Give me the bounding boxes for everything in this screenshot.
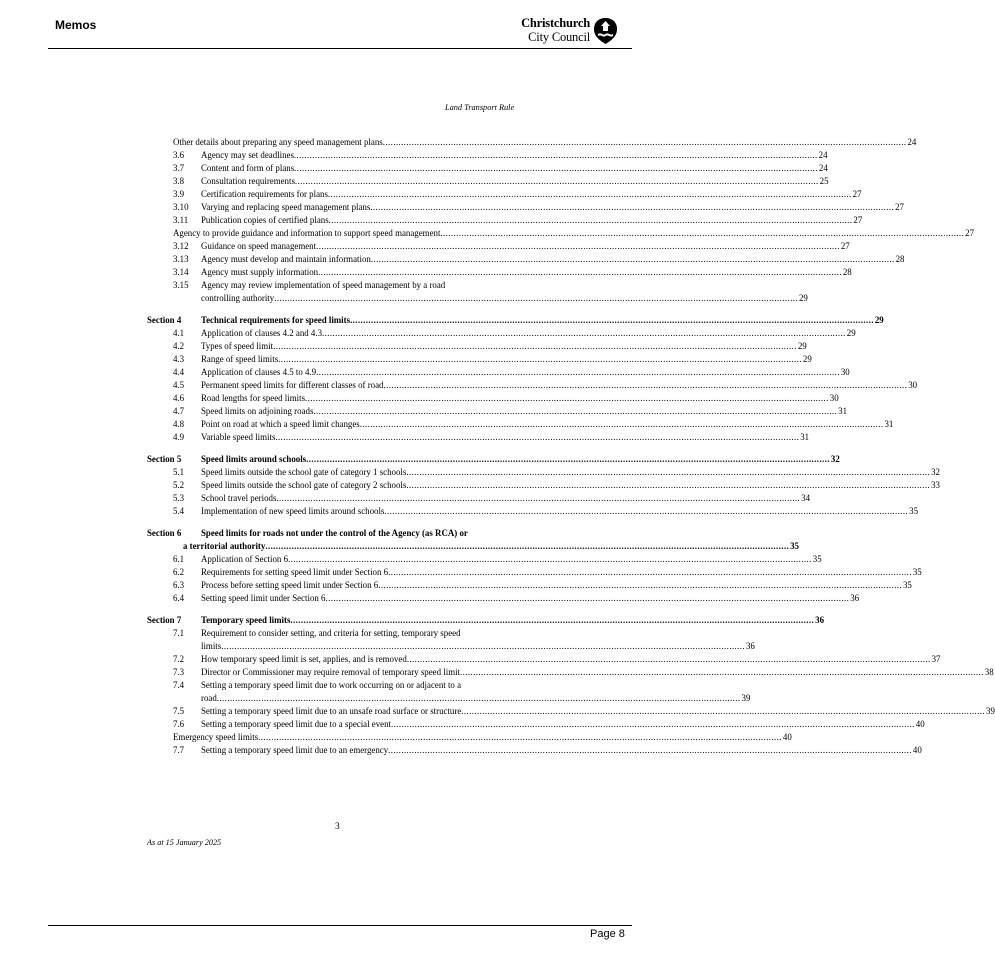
toc-number: 4.7: [173, 406, 185, 416]
toc-page-number: 35: [790, 541, 799, 551]
toc-page-number: 29: [846, 328, 856, 338]
toc-page-number: 24: [818, 163, 828, 173]
toc-entry: [201, 379, 918, 392]
toc-title: Application of Section 6: [201, 554, 289, 564]
toc-row[interactable]: [147, 340, 807, 353]
toc-leader-dots: ........................................................................................................................................................................................................: [440, 228, 965, 238]
toc-number: 7.5: [173, 706, 185, 716]
toc-row[interactable]: [147, 627, 531, 640]
toc-leader-dots: ........................................................................................................................................................................................................: [461, 706, 985, 716]
toc-entry: [201, 405, 848, 418]
toc-entry: [201, 492, 811, 505]
toc-page-number: 35: [812, 554, 822, 564]
toc-number: 7.3: [173, 667, 185, 677]
toc-entry: [201, 149, 828, 162]
toc-page-number: 40: [915, 719, 925, 729]
footer-rule: [48, 925, 632, 926]
toc-entry: [201, 453, 840, 466]
toc-page-number: 29: [874, 315, 884, 325]
toc-title: Range of speed limits: [201, 354, 279, 364]
toc-leader-dots: ........................................................................................................................................................................................................: [294, 163, 818, 173]
toc-page-number: 25: [819, 176, 829, 186]
toc-leader-dots: ........................................................................................................................................................................................................: [391, 719, 915, 729]
toc-page-number: 28: [895, 254, 905, 264]
toc-row[interactable]: [147, 640, 755, 653]
toc-row[interactable]: [147, 692, 751, 705]
toc-leader-dots: ........................................................................................................................................................................................................: [258, 732, 782, 742]
toc-number: 5.3: [173, 493, 185, 503]
toc-title: Variable speed limits: [201, 432, 276, 442]
toc-page-number: 27: [840, 241, 850, 251]
toc-title: Requirement to consider setting, and criteria for setting, temporary speed: [201, 628, 461, 638]
toc-row[interactable]: [147, 679, 531, 692]
toc-leader-dots: ........................................................................................................................................................................................................: [265, 541, 790, 551]
toc-entry: [201, 692, 751, 705]
toc-leader-dots: ........................................................................................................................................................................................................: [290, 615, 815, 625]
toc-title: controlling authority: [201, 293, 275, 303]
toc-entry: [201, 579, 912, 592]
toc-title: Agency may review implementation of speed management by a road: [201, 280, 446, 290]
toc-number: 7.1: [173, 628, 185, 638]
toc-leader-dots: ........................................................................................................................................................................................................: [276, 493, 801, 503]
toc-row[interactable]: [147, 201, 904, 214]
toc-entry: [201, 188, 862, 201]
toc-entry: [201, 744, 922, 757]
toc-leader-dots: ........................................................................................................................................................................................................: [378, 580, 902, 590]
toc-number: 7.4: [173, 680, 185, 690]
toc-title: Temporary speed limits: [201, 615, 291, 625]
toc-number: 3.14: [173, 267, 189, 277]
toc-row[interactable]: [147, 479, 940, 492]
toc-page-number: 24: [818, 150, 828, 160]
toc-row[interactable]: [147, 379, 918, 392]
toc-entry: [201, 418, 894, 431]
toc-entry: [201, 718, 925, 731]
toc-entry: [201, 666, 994, 679]
toc-number: 4.2: [173, 341, 185, 351]
toc-row[interactable]: [147, 744, 922, 757]
toc-leader-dots: ........................................................................................................................................................................................................: [406, 467, 931, 477]
toc-number: Section 6: [147, 528, 182, 538]
toc-number: 6.3: [173, 580, 185, 590]
toc-title: Application of clauses 4.5 to 4.9: [201, 367, 317, 377]
toc-number: 3.7: [173, 163, 185, 173]
toc-leader-dots: ........................................................................................................................................................................................................: [327, 189, 852, 199]
toc-title: Guidance on speed management: [201, 241, 317, 251]
toc-title: Application of clauses 4.2 and 4.3: [201, 328, 323, 338]
toc-entry: [173, 227, 975, 240]
toc-page-number: 35: [902, 580, 912, 590]
toc-title: Setting a temporary speed limit due to work occurring on or adjacent to a: [201, 680, 462, 690]
toc-entry: [201, 653, 941, 666]
toc-row[interactable]: [147, 162, 828, 175]
toc-number: 4.3: [173, 354, 185, 364]
toc-title: Setting a temporary speed limit due to an unsafe road surface or structure: [201, 706, 462, 716]
toc-row[interactable]: [147, 466, 940, 479]
toc-section-row[interactable]: [147, 453, 840, 466]
toc-title: Publication copies of certified plans: [201, 215, 329, 225]
toc-number: 4.6: [173, 393, 185, 403]
toc-title: Implementation of new speed limits around schools: [201, 506, 385, 516]
toc-row[interactable]: [147, 327, 856, 340]
document-page-number: 3: [335, 822, 340, 832]
toc-page-number: 34: [801, 493, 811, 503]
toc-entry: [201, 292, 808, 305]
toc-leader-dots: ........................................................................................................................................................................................................: [318, 267, 842, 277]
toc-leader-dots: ........................................................................................................................................................................................................: [273, 341, 797, 351]
running-head: Land Transport Rule: [445, 103, 515, 112]
toc-row[interactable]: [147, 188, 862, 201]
toc-page-number: 36: [815, 615, 825, 625]
toc-entry: [201, 279, 531, 292]
toc-title: a territorial authority: [183, 541, 266, 551]
toc-title: Agency must supply information: [201, 267, 319, 277]
toc-leader-dots: ........................................................................................................................................................................................................: [370, 202, 895, 212]
toc-section-row[interactable]: [147, 540, 799, 553]
toc-page-number: 38: [984, 667, 994, 677]
toc-entry: [173, 731, 792, 744]
toc-title: Process before setting speed limit under Section 6: [201, 580, 379, 590]
toc-row[interactable]: [147, 214, 863, 227]
toc-page-number: 31: [838, 406, 848, 416]
table-of-contents: [147, 136, 995, 757]
toc-row[interactable]: [147, 240, 850, 253]
toc-page-number: 24: [907, 137, 917, 147]
toc-leader-dots: ........................................................................................................................................................................................................: [383, 380, 908, 390]
toc-title: Technical requirements for speed limits: [201, 315, 351, 325]
header-rule: [48, 48, 632, 49]
toc-title: Setting a temporary speed limit due to a special event: [201, 719, 392, 729]
council-emblem-icon: [593, 17, 618, 45]
toc-number: 7.7: [173, 745, 185, 755]
toc-section-row[interactable]: [147, 314, 884, 327]
toc-row[interactable]: [147, 136, 917, 149]
toc-row[interactable]: [147, 566, 922, 579]
toc-title: Emergency speed limits: [173, 732, 259, 742]
toc-row[interactable]: [147, 705, 995, 718]
toc-number: 4.1: [173, 328, 185, 338]
toc-row[interactable]: [147, 492, 811, 505]
toc-entry: [201, 340, 807, 353]
toc-number: 3.6: [173, 150, 185, 160]
toc-title: Speed limits around schools: [201, 454, 307, 464]
toc-gap: [147, 605, 531, 614]
toc-page-number: 32: [931, 467, 940, 477]
toc-page-number: 29: [802, 354, 812, 364]
toc-row[interactable]: [147, 731, 792, 744]
toc-page-number: 29: [798, 293, 808, 303]
toc-number: 6.2: [173, 567, 185, 577]
toc-leader-dots: ........................................................................................................................................................................................................: [288, 554, 812, 564]
toc-page-number: 27: [895, 202, 904, 212]
toc-page-number: 37: [931, 654, 941, 664]
toc-page-number: 40: [782, 732, 792, 742]
toc-row[interactable]: [147, 227, 975, 240]
toc-leader-dots: ........................................................................................................................................................................................................: [316, 367, 840, 377]
toc-entry: [201, 479, 940, 492]
toc-entry: [201, 679, 531, 692]
toc-title: Requirements for setting speed limit under Section 6: [201, 567, 389, 577]
toc-leader-dots: ........................................................................................................................................................................................................: [278, 354, 802, 364]
toc-entry: [201, 705, 995, 718]
toc-row[interactable]: [147, 392, 839, 405]
toc-page-number: 31: [800, 432, 810, 442]
toc-leader-dots: ........................................................................................................................................................................................................: [316, 241, 840, 251]
toc-title: Speed limits outside the school gate of category 1 schools: [201, 467, 407, 477]
toc-page-number: 27: [853, 215, 863, 225]
toc-entry: [201, 553, 822, 566]
toc-section-row[interactable]: [147, 527, 531, 540]
toc-page-number: 29: [797, 341, 807, 351]
toc-entry: [201, 466, 940, 479]
toc-title: Consultation requirements: [201, 176, 295, 186]
toc-leader-dots: ........................................................................................................................................................................................................: [306, 454, 830, 464]
toc-page-number: 39: [986, 706, 995, 716]
toc-number: 3.9: [173, 189, 185, 199]
toc-entry: [201, 214, 863, 227]
toc-row[interactable]: [147, 505, 919, 518]
toc-page-number: 27: [965, 228, 975, 238]
toc-leader-dots: ........................................................................................................................................................................................................: [382, 137, 907, 147]
toc-entry: [201, 366, 850, 379]
toc-row[interactable]: [147, 292, 808, 305]
toc-entry: [201, 431, 810, 444]
toc-row[interactable]: [147, 592, 860, 605]
toc-title: Speed limits outside the school gate of category 2 schools: [201, 480, 407, 490]
toc-number: Section 4: [147, 315, 182, 325]
toc-page-number: 40: [912, 745, 922, 755]
toc-page-number: 30: [829, 393, 839, 403]
toc-number: 6.4: [173, 593, 185, 603]
toc-row[interactable]: [147, 149, 828, 162]
toc-leader-dots: ........................................................................................................................................................................................................: [460, 667, 984, 677]
toc-title: Point on road at which a speed limit changes: [201, 419, 360, 429]
council-logo: [516, 16, 618, 46]
toc-entry: [201, 201, 904, 214]
toc-title: Types of speed limit: [201, 341, 274, 351]
toc-gap: [147, 305, 531, 314]
toc-row[interactable]: [147, 353, 812, 366]
toc-entry: [201, 614, 825, 627]
toc-number: 3.11: [173, 215, 189, 225]
toc-number: Section 7: [147, 615, 182, 625]
toc-entry: [201, 314, 884, 327]
toc-page-number: 31: [884, 419, 894, 429]
toc-page-number: 39: [741, 693, 751, 703]
toc-title: Setting a temporary speed limit due to an emergency: [201, 745, 389, 755]
toc-title: Director or Commissioner may require removal of temporary speed limit: [201, 667, 461, 677]
toc-page-number: 28: [842, 267, 852, 277]
toc-title: Content and form of plans: [201, 163, 295, 173]
toc-title: School travel periods: [201, 493, 277, 503]
toc-number: 6.1: [173, 554, 185, 564]
toc-number: 5.4: [173, 506, 185, 516]
toc-number: 4.5: [173, 380, 185, 390]
toc-leader-dots: ........................................................................................................................................................................................................: [359, 419, 884, 429]
toc-leader-dots: ........................................................................................................................................................................................................: [406, 654, 931, 664]
toc-leader-dots: ........................................................................................................................................................................................................: [275, 432, 800, 442]
toc-title: road: [201, 693, 217, 703]
toc-leader-dots: ........................................................................................................................................................................................................: [221, 641, 745, 651]
toc-row[interactable]: [147, 666, 994, 679]
toc-leader-dots: ........................................................................................................................................................................................................: [388, 567, 912, 577]
toc-row[interactable]: [147, 553, 822, 566]
toc-number: 7.2: [173, 654, 185, 664]
toc-leader-dots: ........................................................................................................................................................................................................: [216, 693, 741, 703]
toc-row[interactable]: [147, 418, 894, 431]
toc-entry: [173, 136, 917, 149]
toc-title: Setting speed limit under Section 6: [201, 593, 326, 603]
toc-entry: [201, 175, 829, 188]
toc-leader-dots: ........................................................................................................................................................................................................: [322, 328, 846, 338]
toc-leader-dots: ........................................................................................................................................................................................................: [294, 176, 819, 186]
toc-number: 5.1: [173, 467, 185, 477]
toc-number: Section 5: [147, 454, 182, 464]
toc-leader-dots: ........................................................................................................................................................................................................: [406, 480, 931, 490]
toc-row[interactable]: [147, 653, 941, 666]
toc-entry: [201, 266, 852, 279]
toc-title: Road lengths for speed limits: [201, 393, 306, 403]
as-at-date: As at 15 January 2025: [147, 838, 222, 847]
toc-row[interactable]: [147, 279, 531, 292]
toc-entry: [201, 505, 919, 518]
toc-number: 4.4: [173, 367, 185, 377]
header-title: Memos: [55, 18, 97, 32]
toc-row[interactable]: [147, 405, 848, 418]
toc-title: Speed limits for roads not under the control of the Agency (as RCA) or: [201, 528, 468, 538]
toc-leader-dots: ........................................................................................................................................................................................................: [350, 315, 874, 325]
toc-leader-dots: ........................................................................................................................................................................................................: [325, 593, 850, 603]
toc-leader-dots: ........................................................................................................................................................................................................: [328, 215, 853, 225]
toc-title: Permanent speed limits for different classes of road: [201, 380, 384, 390]
toc-leader-dots: ........................................................................................................................................................................................................: [305, 393, 829, 403]
toc-row[interactable]: [147, 366, 850, 379]
logo-line-1: Christchurch: [521, 16, 590, 30]
toc-page-number: 35: [909, 506, 919, 516]
toc-entry: [201, 327, 856, 340]
toc-title: How temporary speed limit is set, applies, and is removed: [201, 654, 407, 664]
toc-title: Other details about preparing any speed management plans: [173, 137, 383, 147]
toc-row[interactable]: [147, 718, 925, 731]
toc-leader-dots: ........................................................................................................................................................................................................: [313, 406, 838, 416]
toc-entry: [183, 540, 799, 553]
toc-row[interactable]: [147, 175, 829, 188]
toc-number: 3.12: [173, 241, 189, 251]
toc-entry: [201, 592, 860, 605]
toc-title: Agency must develop and maintain information: [201, 254, 371, 264]
toc-gap: [147, 444, 531, 453]
toc-number: 3.15: [173, 280, 189, 290]
toc-page-number: 32: [830, 454, 840, 464]
toc-title: limits: [201, 641, 222, 651]
toc-entry: [201, 640, 755, 653]
toc-entry: [201, 627, 531, 640]
toc-leader-dots: ........................................................................................................................................................................................................: [384, 506, 909, 516]
toc-page-number: 30: [840, 367, 850, 377]
toc-entry: [201, 162, 828, 175]
toc-number: 4.8: [173, 419, 185, 429]
toc-row[interactable]: [147, 253, 905, 266]
toc-row[interactable]: [147, 431, 810, 444]
toc-number: 4.9: [173, 432, 185, 442]
toc-entry: [201, 253, 905, 266]
logo-line-2: City Council: [528, 30, 590, 44]
toc-row[interactable]: [147, 579, 912, 592]
toc-page-number: 33: [931, 480, 940, 490]
toc-title: Certification requirements for plans: [201, 189, 328, 199]
toc-leader-dots: ........................................................................................................................................................................................................: [388, 745, 912, 755]
toc-page-number: 30: [908, 380, 918, 390]
toc-title: Speed limits on adjoining roads: [201, 406, 314, 416]
toc-number: 3.10: [173, 202, 189, 212]
toc-entry: [201, 527, 531, 540]
toc-title: Agency to provide guidance and information to support speed management: [173, 228, 441, 238]
toc-page-number: 36: [745, 641, 755, 651]
toc-entry: [201, 240, 850, 253]
toc-page-number: 35: [912, 567, 922, 577]
toc-number: 3.13: [173, 254, 189, 264]
toc-entry: [201, 353, 812, 366]
toc-entry: [201, 392, 839, 405]
toc-title: Agency may set deadlines: [201, 150, 294, 160]
toc-gap: [147, 518, 531, 527]
toc-section-row[interactable]: [147, 614, 825, 627]
toc-row[interactable]: [147, 266, 852, 279]
toc-leader-dots: ........................................................................................................................................................................................................: [293, 150, 818, 160]
toc-page-number: 27: [852, 189, 862, 199]
footer-page-label: Page 8: [590, 928, 625, 940]
toc-title: Varying and replacing speed management plans: [201, 202, 371, 212]
toc-leader-dots: ........................................................................................................................................................................................................: [370, 254, 895, 264]
toc-number: 5.2: [173, 480, 185, 490]
toc-page-number: 36: [850, 593, 860, 603]
toc-number: 7.6: [173, 719, 185, 729]
toc-leader-dots: ........................................................................................................................................................................................................: [274, 293, 798, 303]
toc-entry: [201, 566, 922, 579]
toc-number: 3.8: [173, 176, 185, 186]
